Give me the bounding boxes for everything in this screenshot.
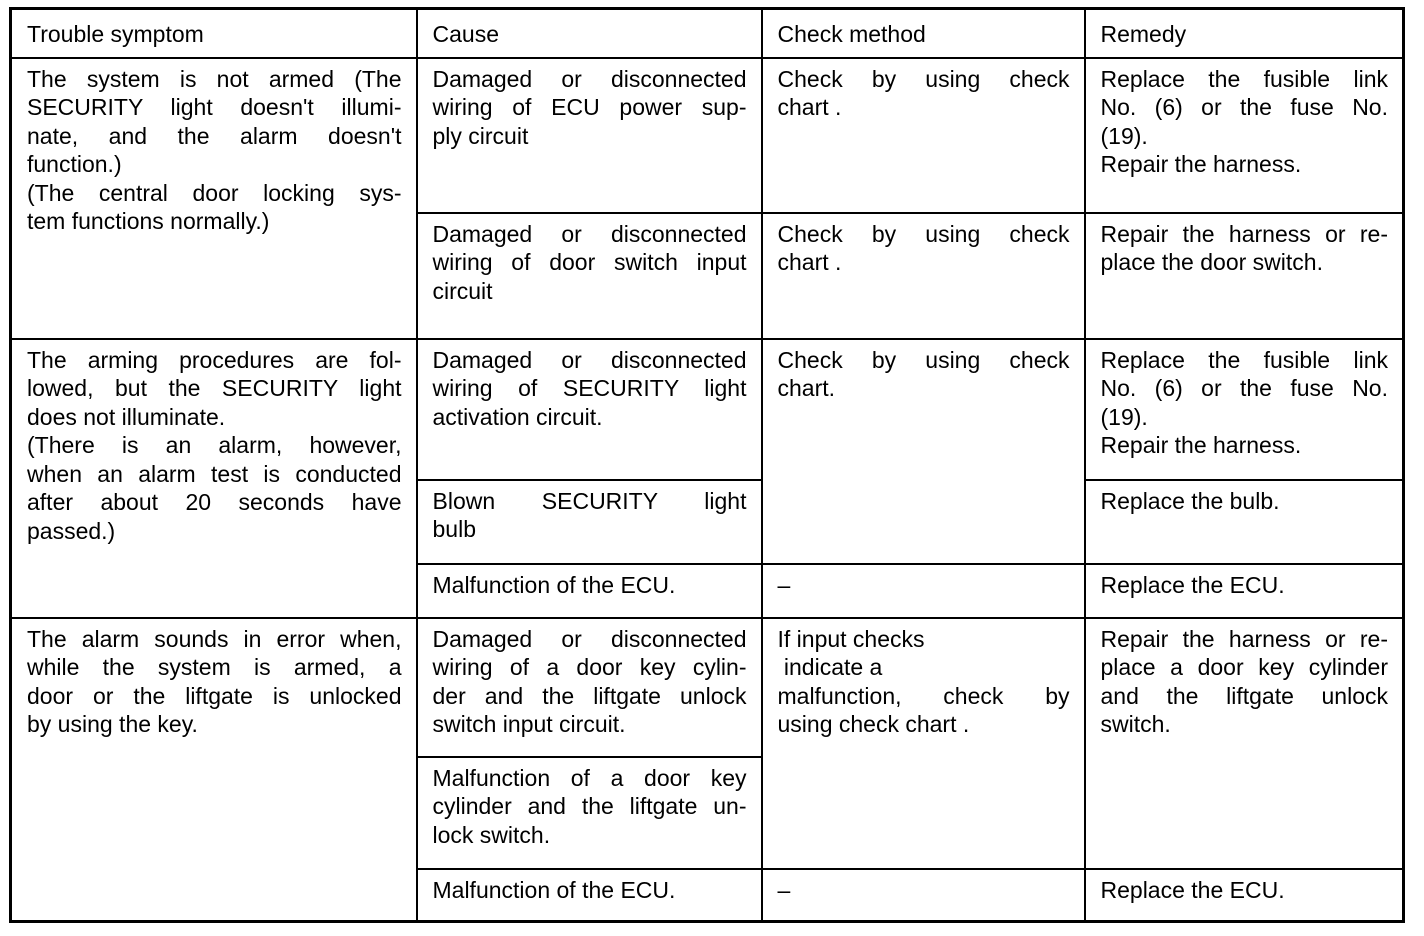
troubleshooting-table: [9, 7, 1405, 923]
header-check-method: Check method: [762, 9, 1085, 58]
remedy-cell: Replace the fusible link No. (6) or the fuse No. (19). Repair the harness.: [1085, 58, 1404, 213]
check-method-cell: –: [762, 564, 1085, 618]
remedy-cell: Replace the bulb.: [1085, 480, 1404, 564]
cause-cell: Malfunction of a door key cylinder and the liftgate un- lock switch.: [417, 757, 762, 869]
remedy-cell: Repair the harness or re- place the door switch.: [1085, 213, 1404, 339]
cause-cell: Damaged or disconnected wiring of SECURITY light activation circuit.: [417, 339, 762, 480]
cause-cell: Damaged or disconnected wiring of ECU power sup- ply circuit: [417, 58, 762, 213]
remedy-cell: Replace the ECU.: [1085, 564, 1404, 618]
cause-cell: Damaged or disconnected wiring of a door key cylin- der and the liftgate unlock switch input circuit.: [417, 618, 762, 757]
cause-cell: Blown SECURITY light bulb: [417, 480, 762, 564]
check-method-cell: –: [762, 869, 1085, 922]
check-method-cell: Check by using check chart.: [762, 339, 1085, 564]
symptom-cell: The system is not armed (The SECURITY light doesn't illumi- nate, and the alarm doesn't function.) (The central door locking sys- tem functions normally.): [11, 58, 417, 339]
remedy-cell: Repair the harness or re- place a door key cylinder and the liftgate unlock switch.: [1085, 618, 1404, 869]
header-remedy: Remedy: [1085, 9, 1404, 58]
cause-cell: Malfunction of the ECU.: [417, 564, 762, 618]
header-cause: Cause: [417, 9, 762, 58]
remedy-cell: Replace the ECU.: [1085, 869, 1404, 922]
remedy-cell: Replace the fusible link No. (6) or the fuse No. (19). Repair the harness.: [1085, 339, 1404, 480]
cause-cell: Damaged or disconnected wiring of door switch input circuit: [417, 213, 762, 339]
header-row: [11, 9, 1404, 58]
check-method-cell: If input checks indicate a malfunction, check by using check chart .: [762, 618, 1085, 869]
table-row: [11, 58, 1404, 213]
check-method-cell: Check by using check chart .: [762, 58, 1085, 213]
header-trouble-symptom: Trouble symptom: [11, 9, 417, 58]
table-row: [11, 618, 1404, 757]
cause-cell: Malfunction of the ECU.: [417, 869, 762, 922]
table-row: [11, 339, 1404, 480]
symptom-cell: The arming procedures are fol- lowed, but the SECURITY light does not illuminate. (There is an alarm, however, when an alarm test is conducted after about 20 seconds have passed.): [11, 339, 417, 618]
symptom-cell: The alarm sounds in error when, while the system is armed, a door or the liftgate is unlocked by using the key.: [11, 618, 417, 922]
check-method-cell: Check by using check chart .: [762, 213, 1085, 339]
